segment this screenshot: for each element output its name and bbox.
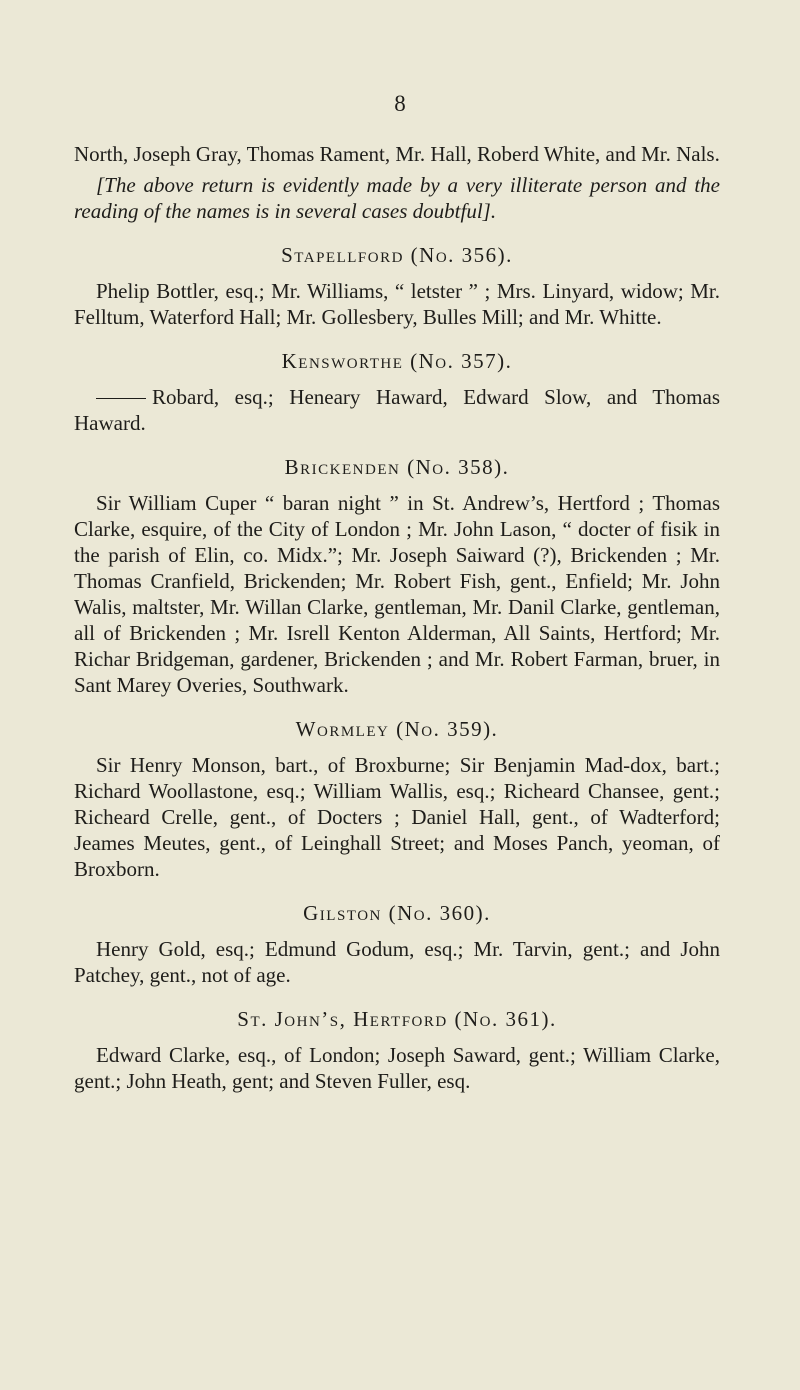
editorial-note: [The above return is evidently made by a very illiterate person and the reading of the names is in several cases doubtful]. — [74, 173, 720, 223]
section-heading-st-johns: St. John’s, Hertford (No. 361). — [237, 1007, 557, 1031]
blank-name-dash — [96, 398, 146, 399]
section-text-stapellford: Phelip Bottler, esq.; Mr. Williams, “ letster ” ; Mrs. Linyard, widow; Mr. Felltum, Waterford Hall; Mr. Gollesbery, Bulles Mill; and Mr. Whitte. — [74, 279, 720, 329]
section-text-brickenden: Sir William Cuper “ baran night ” in St. Andrew’s, Hertford ; Thomas Clarke, esquire, of the City of London ; Mr. John Lason, “ docter of fisik in the parish of Elin, co. Midx.”; Mr. Joseph Saiward (?), Brickenden ; Mr. Thomas Cranfield, Brickenden; Mr. Robert Fish, gent., Enfield; Mr. John Walis, maltster, Mr. Willan Clarke, gentleman, Mr. Danil Clarke, gentleman, all of Brickenden ; Mr. Isrell Kenton Alderman, All Saints, Hertford; Mr. Richar Bridgeman, gardener, Brickenden ; and Mr. Robert Farman, bruer, in Sant Marey Overies, Southwark. — [74, 491, 720, 697]
section-text-gilston: Henry Gold, esq.; Edmund Godum, esq.; Mr. Tarvin, gent.; and John Patchey, gent., not of age. — [74, 937, 720, 987]
page-number: 8 — [394, 91, 406, 116]
document-body — [74, 141, 720, 1099]
section-text-st-johns: Edward Clarke, esq., of London; Joseph Saward, gent.; William Clarke, gent.; John Heath, gent; and Steven Fuller, esq. — [74, 1043, 720, 1093]
section-heading-gilston: Gilston (No. 360). — [303, 901, 491, 925]
intro-paragraph: North, Joseph Gray, Thomas Rament, Mr. Hall, Roberd White, and Mr. Nals. — [74, 142, 720, 166]
section-heading-kensworthe: Kensworthe (No. 357). — [281, 349, 513, 373]
section-text-kensworthe: Robard, esq.; Heneary Haward, Edward Slow, and Thomas Haward. — [74, 385, 720, 435]
section-text-wormley: Sir Henry Monson, bart., of Broxburne; Sir Benjamin Mad-dox, bart.; Richard Woollastone, esq.; William Wallis, esq.; Richeard Chansee, gent.; Richeard Crelle, gent., of Docters ; Daniel Hall, gent., of Wadterford; Jeames Meutes, gent., of Leinghall Street; and Moses Panch, yeoman, of Broxborn. — [74, 753, 720, 881]
section-heading-brickenden: Brickenden (No. 358). — [284, 455, 510, 479]
section-heading-wormley: Wormley (No. 359). — [295, 717, 499, 741]
section-text-kensworthe-wrapper — [74, 384, 720, 436]
section-heading-stapellford: Stapellford (No. 356). — [281, 243, 513, 267]
